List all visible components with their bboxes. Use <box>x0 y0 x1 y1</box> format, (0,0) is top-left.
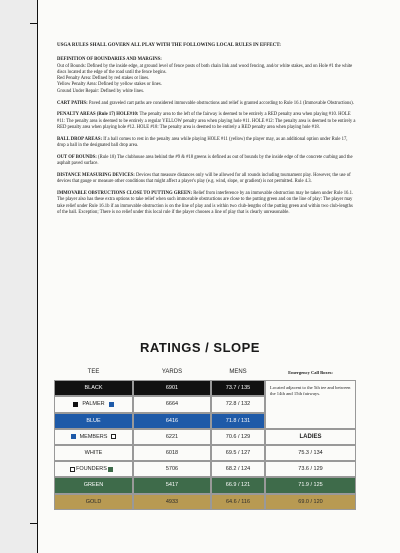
rule-heading: DEFINITION OF BOUNDARIES AND MARGINS: <box>57 57 162 63</box>
rule-out-of-bounds <box>57 155 357 168</box>
table-row-founders <box>54 461 356 477</box>
rule-text: Devices that measure distances only will be allowed for all rounds including tournament play. However, the use of devices that gauge or measure other conditions that might affect a player's play (e.g. wind, slope, or gradient) is not permitted. Rule 4.3. <box>57 172 351 185</box>
header-emergency: Emergency Call Boxes: <box>288 369 333 375</box>
tee-cell <box>54 396 133 412</box>
tee-name: GOLD <box>54 494 133 510</box>
ladies-rating: 71.9 / 125 <box>265 477 356 493</box>
mens-rating: 70.6 / 129 <box>211 429 265 445</box>
crop-mark <box>30 23 37 24</box>
ratings-title: RATINGS / SLOPE <box>140 340 260 355</box>
rule-text: The penalty area to the left of the fairway is deemed to be entirely a RED penalty area when playing #10. HOLE #11: The penalty area is deemed to be entirely a regular YELLOW penalty area when playing hole #11. HOLE #12: The penalty area is deemed to be entirely a RED penalty area when playing hole #12. HOLE #18: The penalty area is deemed to be entirely a RED penalty area when playing hole #18. <box>57 112 356 130</box>
table-row-members <box>54 429 356 445</box>
mens-rating: 73.7 / 135 <box>211 380 265 396</box>
table-row-white <box>54 445 356 461</box>
tee-name: BLACK <box>54 380 133 396</box>
tee-name: GREEN <box>54 477 133 493</box>
rules-title: USGA RULES SHALL GOVERN ALL PLAY WITH THE FOLLOWING LOCAL RULES IN EFFECT: <box>57 43 281 48</box>
white-square-icon <box>111 434 116 439</box>
yards-value: 6018 <box>133 445 211 461</box>
header-yards: YARDS <box>161 369 183 376</box>
tee-name: BLUE <box>54 413 133 429</box>
rule-distance-devices <box>57 173 357 186</box>
rule-heading: DISTANCE MEASURING DEVICES: <box>57 172 135 178</box>
header-tee: TEE <box>87 369 100 376</box>
rule-penalty-areas <box>57 112 357 131</box>
rule-ball-drop <box>57 137 357 150</box>
green-square-icon <box>108 467 113 472</box>
mens-rating: 66.9 / 121 <box>211 477 265 493</box>
yards-value: 6416 <box>133 413 211 429</box>
yards-value: 6221 <box>133 429 211 445</box>
emergency-call-box-note: Located adjacent to the 5th tee and between the 14th and 15th fairways. <box>265 380 356 429</box>
white-square-icon <box>70 467 75 472</box>
yards-value: 5417 <box>133 477 211 493</box>
crop-mark <box>30 523 37 524</box>
blue-square-icon <box>71 434 76 439</box>
local-rules <box>57 43 357 222</box>
table-row-green <box>54 477 356 493</box>
tee-cell <box>54 461 133 477</box>
mens-rating: 71.8 / 131 <box>211 413 265 429</box>
ladies-rating: 75.3 / 134 <box>265 445 356 461</box>
rule-text: If a ball comes to rest in the penalty area while playing HOLE #11 (yellow) the player may, as an additional option under Rule 17, drop a ball in the designated ball drop area. <box>57 136 348 149</box>
rule-heading: PENALTY AREAS (Rule 17) HOLE#10: <box>57 112 139 118</box>
rule-text: Ground Under Repair: Defined by white lines. <box>57 88 145 94</box>
rule-text: Relief from interference by an immovable obstruction may be taken under Rule 16.1. The player also has these extra options to take relief when such immovable obstructions are close to the putting green and on the line of play: The player may take relief under Rule 16.1b if an immovable obstruction is on the line of play and is within two club-lengths of the putting green and within two club-lengths of the ball. Exception; There is no relief under this local rule if the player chooses a line of play that is clearly unreasonable. <box>57 191 354 215</box>
header-mens: MENS <box>229 369 247 376</box>
mens-rating: 72.8 / 132 <box>211 396 265 412</box>
rule-immovable-obstructions <box>57 191 357 216</box>
rule-text: Out of Bounds: Defined by the inside edge, at ground level of fence posts of both chain link and wood fencing, and/or white stakes, and on Hole #1 the white discs located at the edge of the road until the fence begins. <box>57 63 353 75</box>
rule-heading: IMMOVABLE OBSTRUCTIONS CLOSE TO PUTTING GREEN: <box>57 191 193 197</box>
tee-name: PALMER <box>82 401 105 408</box>
yards-value: 5706 <box>133 461 211 477</box>
rule-heading: BALL DROP AREAS: <box>57 136 103 142</box>
blue-square-icon <box>109 402 114 407</box>
rule-text: Yellow Penalty Area: Defined by yellow stakes or lines. <box>57 82 162 88</box>
ratings-table <box>54 364 356 510</box>
ladies-rating: 69.0 / 120 <box>265 494 356 510</box>
ladies-rating: 73.6 / 129 <box>265 461 356 477</box>
yards-value: 6901 <box>133 380 211 396</box>
rule-boundaries <box>57 57 357 95</box>
tee-cell <box>54 429 133 445</box>
rule-heading: CART PATHS: <box>57 100 88 106</box>
mens-rating: 64.6 / 116 <box>211 494 265 510</box>
rule-heading: OUT OF BOUNDS: <box>57 154 97 160</box>
yards-value: 6664 <box>133 396 211 412</box>
rule-text: Red Penalty Area: Defined by red stakes or lines. <box>57 76 150 82</box>
rule-text: (Rule 18) The clubhouse area behind the #9 & #18 greens is defined as out of bounds by the inside edge of the concrete curbing and the asphalt paved surface. <box>57 154 353 167</box>
mens-rating: 69.5 / 127 <box>211 445 265 461</box>
yards-value: 4933 <box>133 494 211 510</box>
tee-name: MEMBERS <box>79 433 108 440</box>
tee-name: FOUNDERS <box>76 466 107 473</box>
ladies-header: LADIES <box>265 429 356 445</box>
tee-name: WHITE <box>54 445 133 461</box>
black-square-icon <box>73 402 78 407</box>
table-header-row <box>54 364 356 380</box>
rule-text: Paved and graveled cart paths are considered immovable obstructions and relief is granted according to Rule 16.1 (Immovable Obstructions). <box>87 100 354 106</box>
rule-cart-paths <box>57 101 357 107</box>
table-row-gold <box>54 494 356 510</box>
mens-rating: 68.2 / 124 <box>211 461 265 477</box>
